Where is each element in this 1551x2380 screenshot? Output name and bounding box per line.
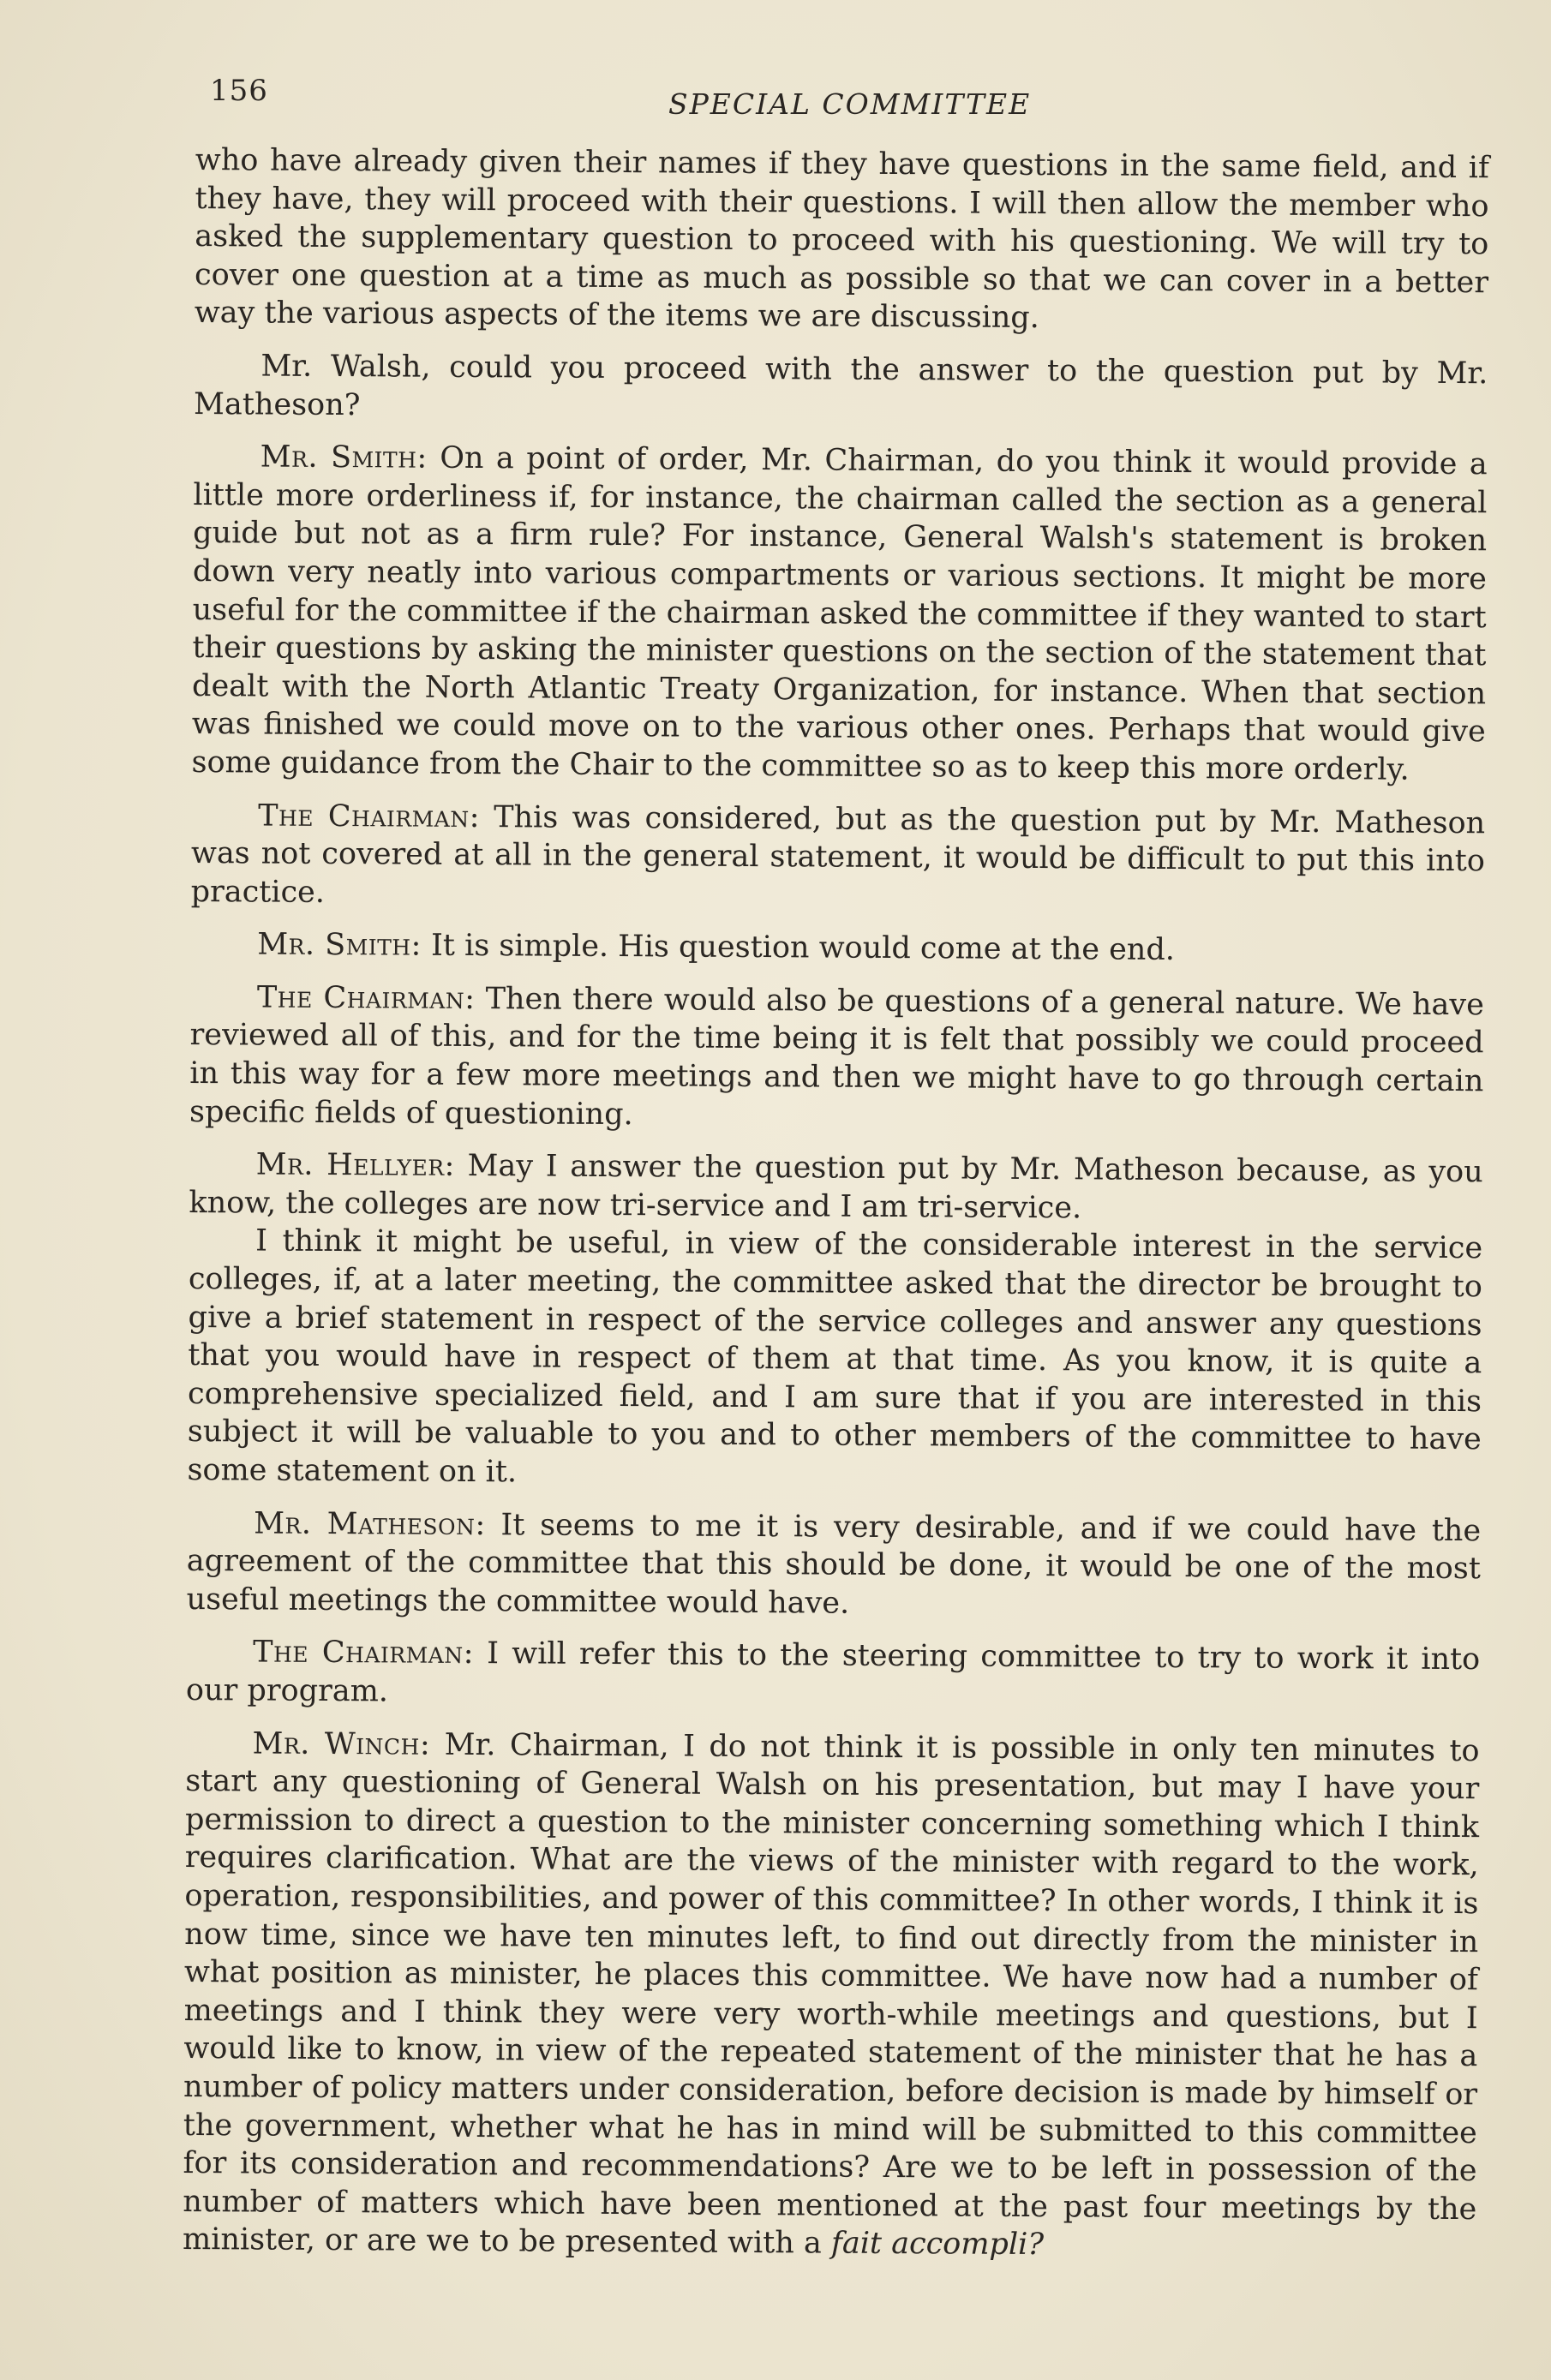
paragraph bbox=[183, 1725, 1480, 2268]
page-number: 156 bbox=[210, 74, 268, 108]
speaker-name: Mr. Matheson: bbox=[254, 1506, 486, 1542]
speaker-name: The Chairman: bbox=[253, 1635, 475, 1671]
speaker-name: Mr. Smith: bbox=[260, 440, 428, 475]
paragraph-text: Then there would also be questions of a general nature. We have reviewed all of this, and for the time being it is felt that possibly we could proceed in this way for a few more meetings and then we might have to go through certain specific fields of questioning. bbox=[189, 981, 1484, 1132]
paragraph bbox=[187, 1222, 1482, 1497]
paragraph-text: It seems to me it is very desirable, and if we could have the agreement of the committee that this should be done, it would be one of the most useful meetings the committee would have. bbox=[186, 1507, 1482, 1621]
paragraph-text: This was considered, but as the question put by Mr. Matheson was not covered at all in the general statement, it would be difficult to put this into practice. bbox=[190, 799, 1486, 910]
paragraph-text: Mr. Chairman, I do not think it is possible in only ten minutes to start any questioning of General Walsh on his presentation, but may I have your permission to direct a question to the minister concerning something which I think requires clarification. What are the views of the minister with regard to the work, operation, responsibilities, and power of this committee? In other words, I think it is now time, since we have ten minutes left, to find out directly from the minister in what position as minister, he places this committee. We have now had a number of meetings and I think they were very worth-while meetings and questions, but I would like to know, in view of the repeated statement of the minister that he has a number of policy matters under consideration, before decision is made by himself or the government, whether what he has in mind will be submitted to this committee for its consideration and recommendations? Are we to be left in possession of the number of matters which have been mentioned at the past four meetings by the minister, or are we to be presented with a bbox=[182, 1727, 1480, 2261]
paragraph bbox=[190, 925, 1484, 972]
paragraph-text: On a point of order, Mr. Chairman, do you think it would provide a little more orderliness if, for instance, the chairman called the section as a general guide but not as a firm rule? For instance, General Walsh's statement is broken down very neatly into various compartments or various sections. It might be more useful for the committee if the chairman asked the committee if they wanted to start their questions by asking the minister questions on the section of the statement that dealt with the North Atlantic Treaty Organization, for instance. When that section was finished we could move on to the various other ones. Perhaps that would give some guidance from the Chair to the committee so as to keep this more orderly. bbox=[191, 440, 1488, 787]
paragraph-text: who have already given their names if they have questions in the same field, and if they have, they will proceed with their questions. I will then allow the member who asked the supplementary question to proceed with his questioning. We will try to cover one question at a time as much as possible so that we can cover in a better way the various aspects of the items we are discussing. bbox=[194, 142, 1489, 336]
italic-phrase: fait accompli? bbox=[830, 2226, 1045, 2263]
speaker-name: Mr. Smith: bbox=[257, 927, 422, 963]
paragraph bbox=[195, 141, 1489, 340]
page-header bbox=[0, 67, 1551, 127]
paragraph-text: I think it might be useful, in view of the considerable interest in the service colleges, if, at a later meeting, the committee asked that the director be brought to give a brief statement in respect of the service colleges and answer any questions that you would have in respect of them at that time. As you know, it is quite a comprehensive specialized field, and I am sure that if you are interested in this subject it will be valuable to you and to other members of the committee to have some statement on it. bbox=[187, 1223, 1483, 1490]
paragraph bbox=[191, 796, 1486, 918]
paragraph bbox=[186, 1504, 1481, 1627]
speaker-name: The Chairman: bbox=[256, 980, 476, 1016]
paragraph-text: I will refer this to the steering committee to try to work it into our program. bbox=[185, 1636, 1481, 1709]
transcript-body bbox=[183, 141, 1489, 2281]
speaker-name: Mr. Hellyer: bbox=[255, 1147, 456, 1184]
paragraph bbox=[186, 1633, 1481, 1717]
running-head: SPECIAL COMMITTEE bbox=[668, 87, 1032, 121]
paragraph-text: It is simple. His question would come at the end. bbox=[430, 928, 1176, 968]
paragraph-text: Mr. Walsh, could you proceed with the answer to the question put by Mr. Matheson? bbox=[194, 349, 1488, 422]
paragraph bbox=[194, 347, 1488, 431]
speaker-name: The Chairman: bbox=[258, 798, 481, 834]
paragraph bbox=[189, 978, 1484, 1139]
speaker-name: Mr. Winch: bbox=[252, 1726, 431, 1762]
paragraph bbox=[189, 1145, 1483, 1229]
paragraph-text: May I answer the question put by Mr. Matheson because, as you know, the colleges are now tri-service and I am tri-service. bbox=[189, 1149, 1483, 1226]
paragraph bbox=[191, 438, 1487, 790]
